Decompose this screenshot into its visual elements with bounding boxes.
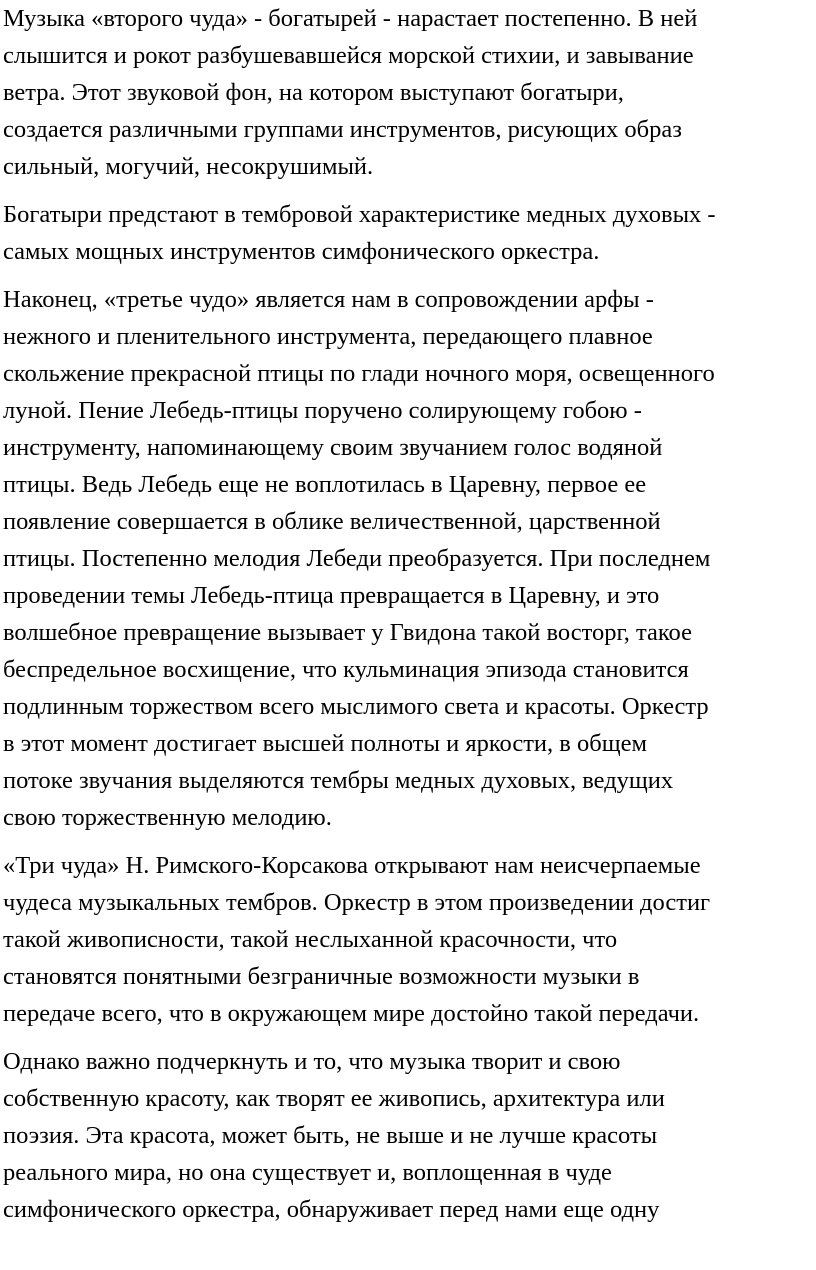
paragraph-music-beauty (3, 1043, 816, 1228)
text-line: проведении темы Лебедь-птица превращается в Царевну, и это (3, 582, 660, 609)
paragraph-third-wonder (3, 281, 816, 836)
text-line: ветра. Этот звуковой фон, на котором выступают богатыри, (3, 79, 624, 106)
text-line: скольжение прекрасной птицы по глади ночного моря, освещенного (3, 360, 715, 387)
text-line: передаче всего, что в окружающем мире достойно такой передачи. (3, 1000, 700, 1027)
paragraph-three-wonders (3, 847, 816, 1032)
text-line: создается различными группами инструментов, рисующих образ (3, 116, 682, 143)
text-line: Богатыри предстают в тембровой характеристике медных духовых - (3, 201, 716, 228)
paragraph-second-wonder (3, 0, 816, 185)
text-line: луной. Пение Лебедь-птицы поручено солирующему гобою - (3, 397, 642, 424)
text-line: реального мира, но она существует и, воплощенная в чуде (3, 1159, 612, 1186)
text-line: птицы. Постепенно мелодия Лебеди преобразуется. При последнем (3, 545, 711, 572)
text-line: в этот момент достигает высшей полноты и яркости, в общем (3, 730, 647, 757)
text-line: самых мощных инструментов симфонического оркестра. (3, 238, 600, 265)
text-line: слышится и рокот разбушевавшейся морской стихии, и завывание (3, 42, 694, 69)
text-line: Музыка «второго чуда» - богатырей - нарастает постепенно. В ней (3, 5, 698, 32)
text-line: волшебное превращение вызывает у Гвидона такой восторг, такое (3, 619, 692, 646)
text-line: появление совершается в облике величественной, царственной (3, 508, 661, 535)
text-line: подлинным торжеством всего мыслимого света и красоты. Оркестр (3, 693, 709, 720)
text-line: «Три чуда» Н. Римского-Корсакова открывают нам неисчерпаемые (3, 852, 701, 879)
text-line: симфонического оркестра, обнаруживает перед нами еще одну (3, 1196, 660, 1223)
text-line: Однако важно подчеркнуть и то, что музыка творит и свою (3, 1048, 621, 1075)
text-line: нежного и пленительного инструмента, передающего плавное (3, 323, 653, 350)
paragraph-bogatyri-brass (3, 196, 816, 270)
text-line: беспредельное восхищение, что кульминация эпизода становится (3, 656, 689, 683)
text-line: становятся понятными безграничные возможности музыки в (3, 963, 640, 990)
text-line: свою торжественную мелодию. (3, 804, 332, 831)
text-line: поэзия. Эта красота, может быть, не выше и не лучше красоты (3, 1122, 658, 1149)
text-line: чудеса музыкальных тембров. Оркестр в этом произведении достиг (3, 889, 711, 916)
text-line: собственную красоту, как творят ее живопись, архитектура или (3, 1085, 665, 1112)
text-line: инструменту, напоминающему своим звучанием голос водяной (3, 434, 663, 461)
text-line: птицы. Ведь Лебедь еще не воплотилась в Царевну, первое ее (3, 471, 647, 498)
text-line: такой живописности, такой неслыханной красочности, что (3, 926, 618, 953)
text-line: Наконец, «третье чудо» является нам в сопровождении арфы - (3, 286, 654, 313)
text-line: потоке звучания выделяются тембры медных духовых, ведущих (3, 767, 674, 794)
text-line: сильный, могучий, несокрушимый. (3, 153, 374, 180)
